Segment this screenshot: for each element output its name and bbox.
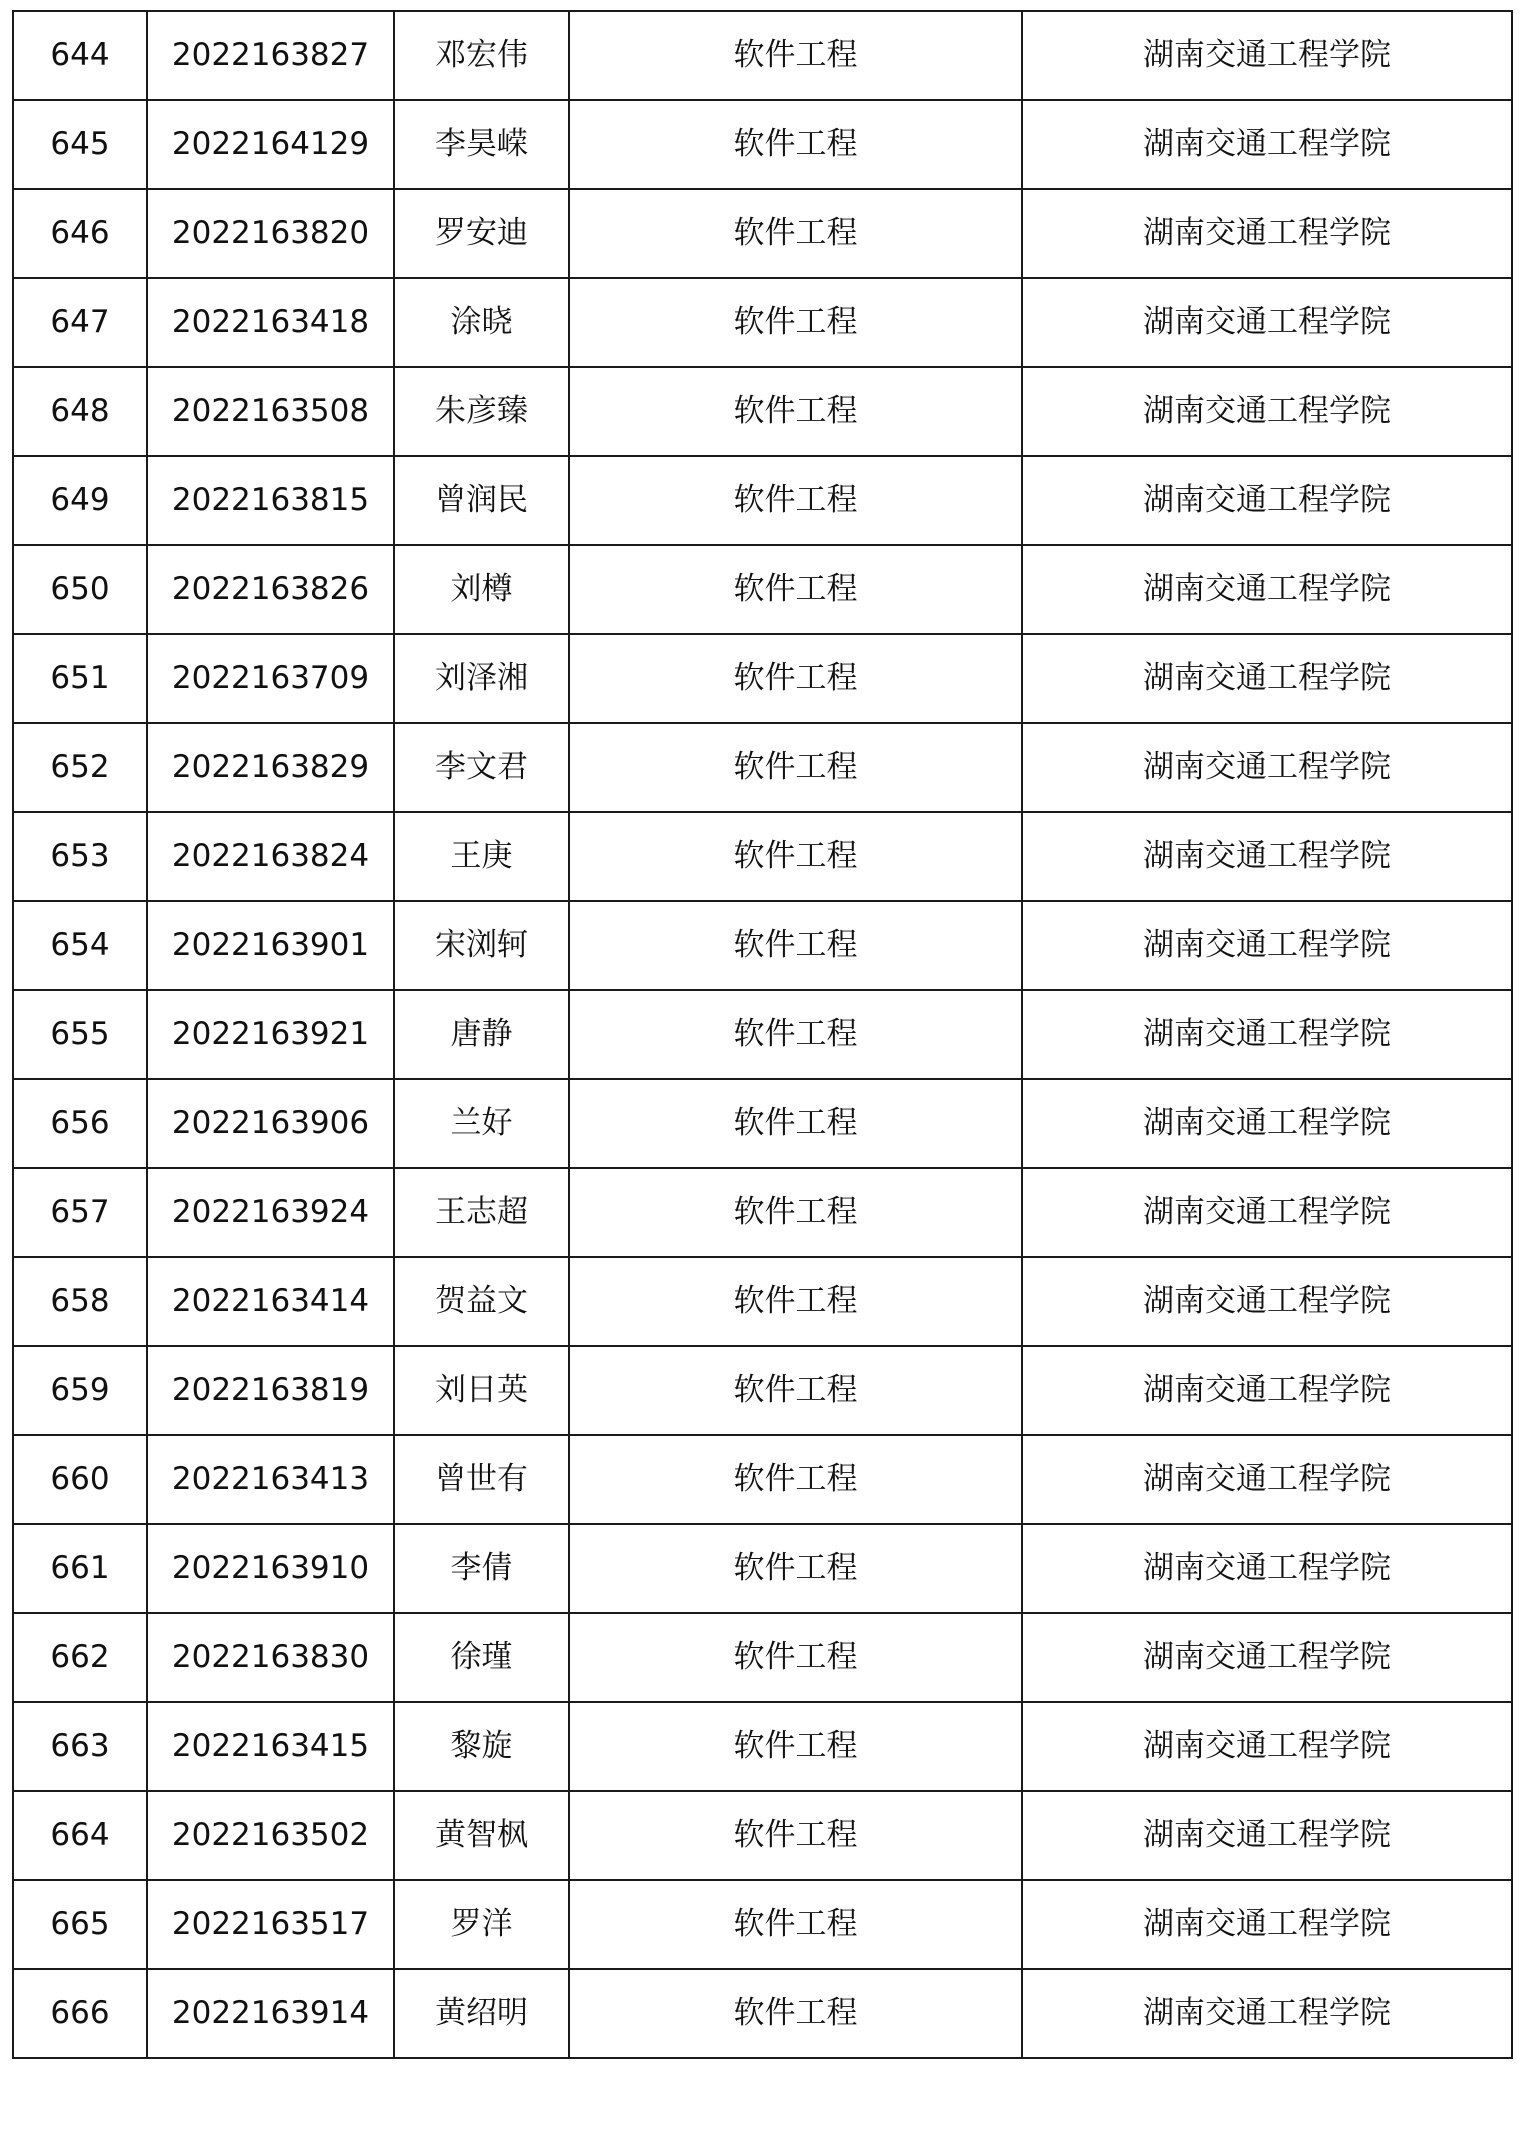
document-page (12, 10, 1511, 2102)
cell-school: 湖南交通工程学院 (1022, 367, 1512, 456)
cell-name: 朱彦臻 (394, 367, 569, 456)
cell-number: 658 (13, 1257, 147, 1346)
table-row (13, 1880, 1512, 1969)
cell-school: 湖南交通工程学院 (1022, 1791, 1512, 1880)
cell-student-id: 2022163517 (147, 1880, 394, 1969)
cell-school: 湖南交通工程学院 (1022, 723, 1512, 812)
cell-name: 罗安迪 (394, 189, 569, 278)
cell-major: 软件工程 (569, 901, 1022, 990)
cell-name: 黄智枫 (394, 1791, 569, 1880)
cell-number: 651 (13, 634, 147, 723)
cell-student-id: 2022163829 (147, 723, 394, 812)
cell-school: 湖南交通工程学院 (1022, 1079, 1512, 1168)
cell-number: 655 (13, 990, 147, 1079)
cell-student-id: 2022163815 (147, 456, 394, 545)
cell-student-id: 2022163914 (147, 1969, 394, 2058)
cell-number: 663 (13, 1702, 147, 1791)
cell-name: 兰好 (394, 1079, 569, 1168)
cell-number: 646 (13, 189, 147, 278)
cell-number: 648 (13, 367, 147, 456)
cell-school: 湖南交通工程学院 (1022, 1969, 1512, 2058)
cell-school: 湖南交通工程学院 (1022, 901, 1512, 990)
cell-major: 软件工程 (569, 1435, 1022, 1524)
cell-name: 黎旋 (394, 1702, 569, 1791)
cell-student-id: 2022164129 (147, 100, 394, 189)
cell-student-id: 2022163508 (147, 367, 394, 456)
cell-number: 662 (13, 1613, 147, 1702)
table-row (13, 990, 1512, 1079)
cell-school: 湖南交通工程学院 (1022, 1257, 1512, 1346)
table-row (13, 545, 1512, 634)
table-row (13, 634, 1512, 723)
cell-number: 647 (13, 278, 147, 367)
cell-number: 654 (13, 901, 147, 990)
cell-number: 664 (13, 1791, 147, 1880)
cell-major: 软件工程 (569, 1346, 1022, 1435)
student-roster-table (12, 10, 1513, 2059)
cell-name: 李文君 (394, 723, 569, 812)
table-row (13, 901, 1512, 990)
cell-student-id: 2022163502 (147, 1791, 394, 1880)
cell-student-id: 2022163827 (147, 11, 394, 100)
cell-school: 湖南交通工程学院 (1022, 278, 1512, 367)
table-row (13, 11, 1512, 100)
cell-school: 湖南交通工程学院 (1022, 1168, 1512, 1257)
cell-name: 曾世有 (394, 1435, 569, 1524)
cell-number: 644 (13, 11, 147, 100)
cell-name: 刘樽 (394, 545, 569, 634)
cell-school: 湖南交通工程学院 (1022, 1613, 1512, 1702)
cell-major: 软件工程 (569, 990, 1022, 1079)
cell-number: 666 (13, 1969, 147, 2058)
table-row (13, 100, 1512, 189)
cell-school: 湖南交通工程学院 (1022, 1880, 1512, 1969)
cell-name: 刘泽湘 (394, 634, 569, 723)
cell-school: 湖南交通工程学院 (1022, 1524, 1512, 1613)
cell-school: 湖南交通工程学院 (1022, 990, 1512, 1079)
cell-number: 659 (13, 1346, 147, 1435)
cell-major: 软件工程 (569, 1168, 1022, 1257)
cell-name: 徐瑾 (394, 1613, 569, 1702)
cell-major: 软件工程 (569, 456, 1022, 545)
cell-student-id: 2022163924 (147, 1168, 394, 1257)
cell-name: 刘日英 (394, 1346, 569, 1435)
cell-school: 湖南交通工程学院 (1022, 1346, 1512, 1435)
cell-major: 软件工程 (569, 367, 1022, 456)
cell-name: 黄绍明 (394, 1969, 569, 2058)
table-row (13, 1257, 1512, 1346)
cell-name: 罗洋 (394, 1880, 569, 1969)
cell-student-id: 2022163414 (147, 1257, 394, 1346)
cell-number: 665 (13, 1880, 147, 1969)
cell-number: 649 (13, 456, 147, 545)
table-row (13, 1702, 1512, 1791)
cell-major: 软件工程 (569, 1702, 1022, 1791)
cell-name: 王志超 (394, 1168, 569, 1257)
roster-body (13, 11, 1512, 2058)
cell-student-id: 2022163830 (147, 1613, 394, 1702)
cell-major: 软件工程 (569, 723, 1022, 812)
cell-major: 软件工程 (569, 1257, 1022, 1346)
cell-student-id: 2022163415 (147, 1702, 394, 1791)
cell-number: 657 (13, 1168, 147, 1257)
table-row (13, 1079, 1512, 1168)
table-row (13, 1346, 1512, 1435)
cell-major: 软件工程 (569, 1079, 1022, 1168)
cell-student-id: 2022163709 (147, 634, 394, 723)
cell-number: 650 (13, 545, 147, 634)
table-row (13, 189, 1512, 278)
table-row (13, 812, 1512, 901)
cell-student-id: 2022163824 (147, 812, 394, 901)
cell-major: 软件工程 (569, 545, 1022, 634)
cell-major: 软件工程 (569, 1969, 1022, 2058)
cell-name: 宋浏轲 (394, 901, 569, 990)
cell-major: 软件工程 (569, 1524, 1022, 1613)
cell-name: 李倩 (394, 1524, 569, 1613)
table-row (13, 456, 1512, 545)
cell-name: 邓宏伟 (394, 11, 569, 100)
cell-number: 652 (13, 723, 147, 812)
cell-student-id: 2022163820 (147, 189, 394, 278)
table-row (13, 367, 1512, 456)
cell-school: 湖南交通工程学院 (1022, 1435, 1512, 1524)
cell-major: 软件工程 (569, 812, 1022, 901)
table-row (13, 723, 1512, 812)
cell-school: 湖南交通工程学院 (1022, 545, 1512, 634)
cell-school: 湖南交通工程学院 (1022, 456, 1512, 545)
table-row (13, 1969, 1512, 2058)
cell-student-id: 2022163819 (147, 1346, 394, 1435)
cell-major: 软件工程 (569, 1880, 1022, 1969)
cell-school: 湖南交通工程学院 (1022, 189, 1512, 278)
cell-major: 软件工程 (569, 278, 1022, 367)
cell-school: 湖南交通工程学院 (1022, 812, 1512, 901)
cell-major: 软件工程 (569, 1791, 1022, 1880)
cell-number: 653 (13, 812, 147, 901)
table-row (13, 1168, 1512, 1257)
cell-name: 唐静 (394, 990, 569, 1079)
cell-student-id: 2022163910 (147, 1524, 394, 1613)
cell-student-id: 2022163413 (147, 1435, 394, 1524)
table-row (13, 1613, 1512, 1702)
table-row (13, 1791, 1512, 1880)
cell-school: 湖南交通工程学院 (1022, 634, 1512, 723)
cell-major: 软件工程 (569, 11, 1022, 100)
cell-name: 涂晓 (394, 278, 569, 367)
cell-school: 湖南交通工程学院 (1022, 11, 1512, 100)
cell-major: 软件工程 (569, 189, 1022, 278)
table-row (13, 1524, 1512, 1613)
cell-school: 湖南交通工程学院 (1022, 100, 1512, 189)
cell-student-id: 2022163921 (147, 990, 394, 1079)
cell-student-id: 2022163826 (147, 545, 394, 634)
cell-name: 贺益文 (394, 1257, 569, 1346)
cell-major: 软件工程 (569, 100, 1022, 189)
cell-school: 湖南交通工程学院 (1022, 1702, 1512, 1791)
cell-student-id: 2022163901 (147, 901, 394, 990)
cell-major: 软件工程 (569, 634, 1022, 723)
cell-number: 660 (13, 1435, 147, 1524)
table-row (13, 1435, 1512, 1524)
cell-name: 曾润民 (394, 456, 569, 545)
table-row (13, 278, 1512, 367)
cell-student-id: 2022163906 (147, 1079, 394, 1168)
cell-number: 661 (13, 1524, 147, 1613)
cell-name: 李昊嵘 (394, 100, 569, 189)
cell-major: 软件工程 (569, 1613, 1022, 1702)
cell-name: 王庚 (394, 812, 569, 901)
cell-number: 656 (13, 1079, 147, 1168)
cell-number: 645 (13, 100, 147, 189)
cell-student-id: 2022163418 (147, 278, 394, 367)
